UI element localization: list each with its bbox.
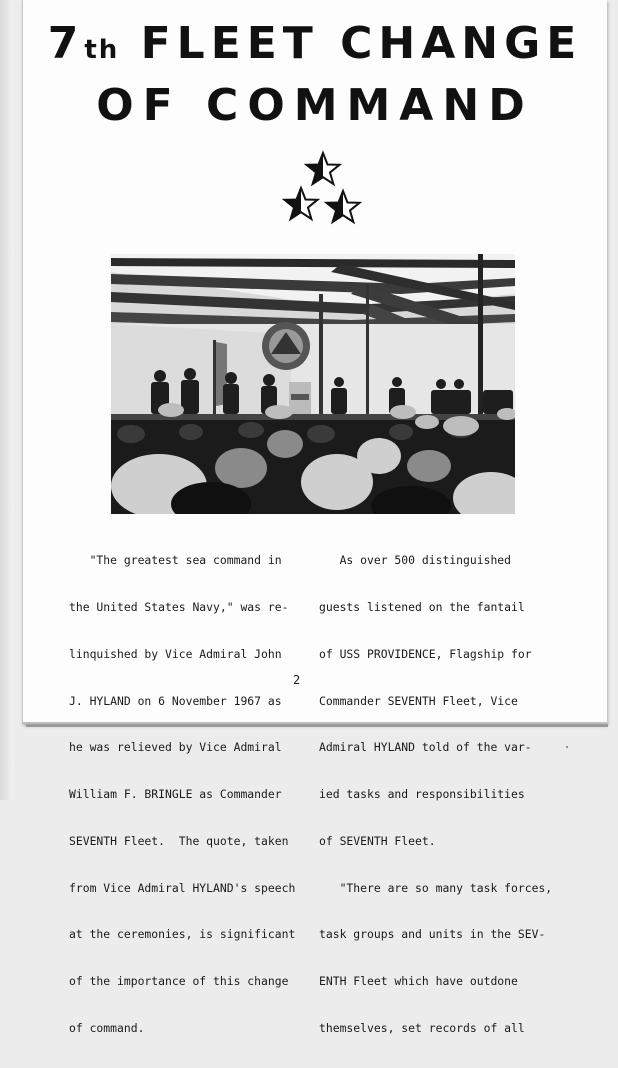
article-line: guests listened on the fantail xyxy=(319,599,525,614)
article-line: task groups and units in the SEV- xyxy=(319,927,546,942)
page-number: 2 xyxy=(293,673,301,687)
article-line: J. HYLAND on 6 November 1967 as xyxy=(69,693,282,708)
article-line: at the ceremonies, is significant xyxy=(69,927,296,942)
headline-line-1 xyxy=(23,18,607,69)
article-column-right xyxy=(319,522,589,1068)
three-star-icon xyxy=(253,150,373,230)
headline-text-1: FLEET CHANGE xyxy=(140,18,583,69)
headline-ordinal-suffix: th xyxy=(84,35,120,65)
article-line: As over 500 distinguished xyxy=(319,553,512,568)
article-line: the United States Navy," was re- xyxy=(69,599,289,614)
scan-background-edge xyxy=(0,0,14,800)
article-line: ied tasks and responsibilities xyxy=(319,787,525,802)
ceremony-photo xyxy=(111,254,515,514)
scan-speck xyxy=(566,746,568,748)
article-line: "There are so many task forces, xyxy=(319,880,553,895)
newsletter-page xyxy=(22,0,607,1035)
article-line: of command. xyxy=(69,1021,145,1035)
article-line: linquished by Vice Admiral John xyxy=(69,646,282,661)
page-shadow xyxy=(26,724,608,727)
article-column-left xyxy=(69,522,319,1068)
article-line: of USS PROVIDENCE, Flagship for xyxy=(319,646,532,661)
article-line: SEVENTH Fleet. The quote, taken xyxy=(69,833,289,848)
article-line: Commander SEVENTH Fleet, Vice xyxy=(319,693,518,708)
article-line: of the importance of this change xyxy=(69,974,289,989)
article-line: William F. BRINGLE as Commander xyxy=(69,787,282,802)
article-line: themselves, set records of all xyxy=(319,1021,525,1035)
article-line: "The greatest sea command in xyxy=(69,553,282,568)
headline-number: 7 xyxy=(47,18,85,69)
article-line: of SEVENTH Fleet. xyxy=(319,833,436,848)
article-line: Admiral HYLAND told of the var- xyxy=(319,740,532,755)
article-line: ENTH Fleet which have outdone xyxy=(319,974,518,989)
article-line: from Vice Admiral HYLAND's speech xyxy=(69,880,296,895)
article-line: he was relieved by Vice Admiral xyxy=(69,740,282,755)
headline-line-2: OF COMMAND xyxy=(96,80,534,131)
